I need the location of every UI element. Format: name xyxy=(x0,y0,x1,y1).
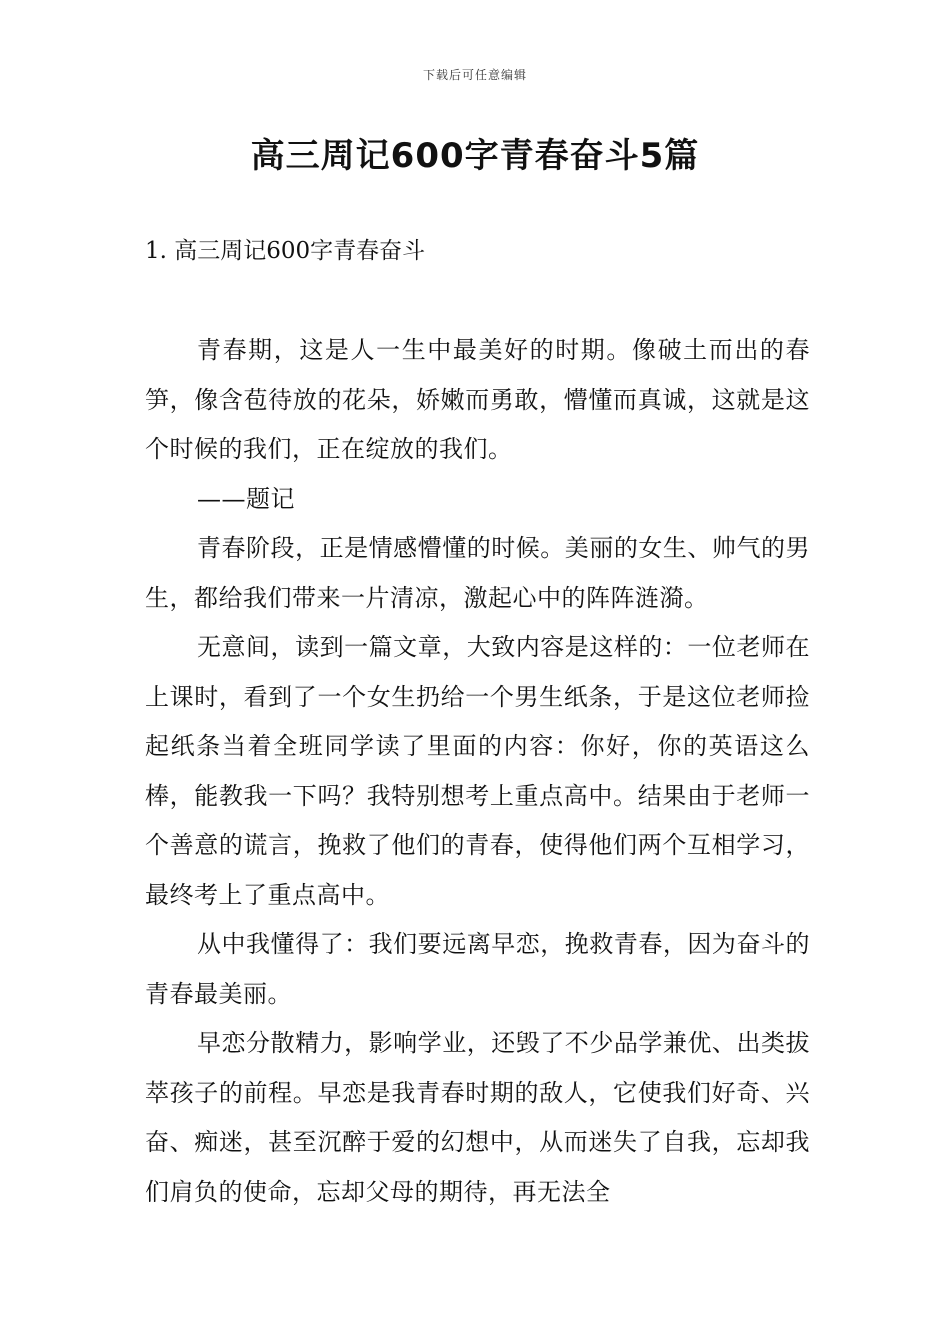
paragraph: 青春阶段，正是情感懵懂的时候。美丽的女生、帅气的男生，都给我们带来一片清凉，激起心中的阵阵涟漪。 xyxy=(145,534,810,612)
paragraph: 早恋分散精力，影响学业，还毁了不少品学兼优、出类拔萃孩子的前程。早恋是我青春时期的敌人，它使我们好奇、兴奋、痴迷，甚至沉醉于爱的幻想中，从而迷失了自我，忘却我们肩负的使命，忘却父母的期待，再无法全 xyxy=(145,1029,810,1206)
document-body xyxy=(145,326,810,1217)
paragraph: 从中我懂得了：我们要远离早恋，挽救青春，因为奋斗的青春最美丽。 xyxy=(145,930,810,1008)
header-note: 下载后可任意编辑 xyxy=(422,68,527,82)
paragraph: 无意间，读到一篇文章，大致内容是这样的：一位老师在上课时，看到了一个女生扔给一个男生纸条，于是这位老师捡起纸条当着全班同学读了里面的内容：你好，你的英语这么棒，能教我一下吗？我特别想考上重点高中。结果由于老师一个善意的谎言，挽救了他们的青春，使得他们两个互相学习，最终考上了重点高中。 xyxy=(145,633,810,909)
section-heading: 1. 高三周记600字青春奋斗 xyxy=(145,238,426,264)
document-title: 高三周记600字青春奋斗5篇 xyxy=(250,136,700,176)
paragraph: 青春期，这是人一生中最美好的时期。像破土而出的春笋，像含苞待放的花朵，娇嫩而勇敢，懵懂而真诚，这就是这个时候的我们，正在绽放的我们。 xyxy=(145,336,810,463)
paragraph: ——题记 xyxy=(197,484,295,513)
